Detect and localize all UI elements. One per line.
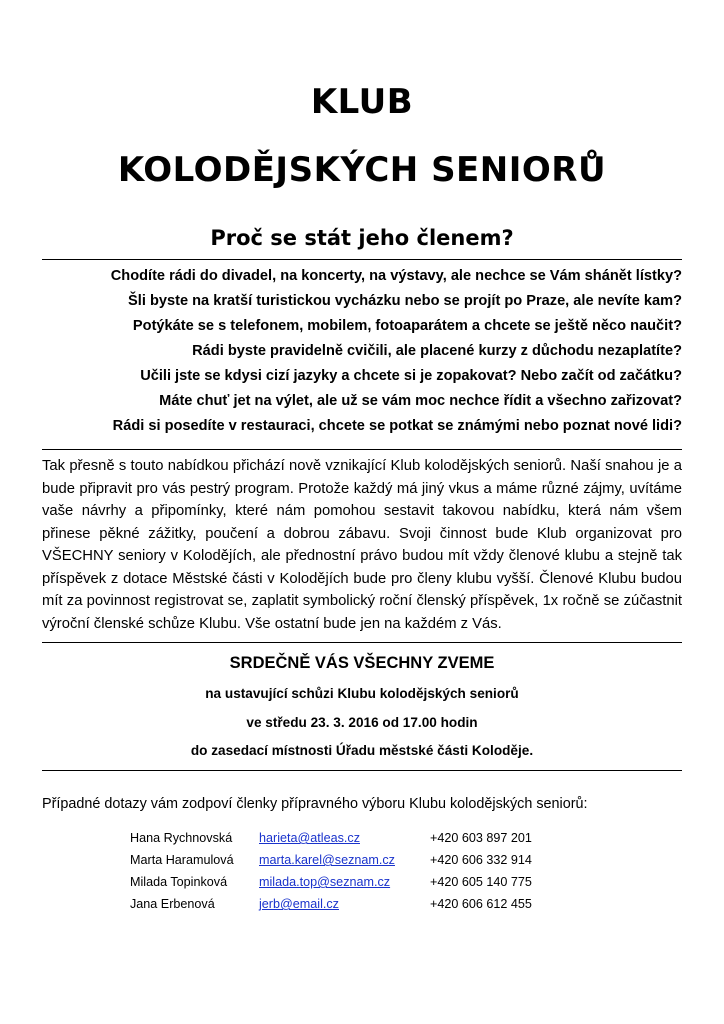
question-item: Potýkáte se s telefonem, mobilem, fotoaparátem a chcete se ještě něco naučit? (132, 318, 682, 334)
contact-email-link[interactable]: harieta@atleas.cz (259, 831, 360, 845)
contact-email-link[interactable]: marta.karel@seznam.cz (259, 853, 395, 867)
question-item: Máte chuť jet na výlet, ale už se vám moc nechce řídit a všechno zařizovat? (159, 393, 682, 409)
contact-email-link[interactable]: milada.top@seznam.cz (259, 875, 391, 889)
body-paragraph: Tak přesně s touto nabídkou přichází nově vznikající Klub kolodějských seniorů. Naší snahou je a bude připravit pro vás pestrý program. Protože každý má jiný vkus a máme různé zájmy, uvítáme vaše návrhy a připomínky, které nám pomohou sestavit takovou nabídku, která nám všem přinese pěkné zážitky, poučení a dobrou zábavu. Svoji činnost bude Klub organizovat pro VŠECHNY seniory v Kolodějích, ale přednostní právo budou mít vždy členové klubu a stejně tak příspěvek z dotace Městské části v Kolodějích bude pro členy klubu vyšší. Členové Klubu budou mít za povinnost registrovat se, zaplatit symbolický roční členský příspěvek, 1x ročně se zúčastnit výroční členské schůze Klubu. Vše ostatní bude jen na každém z Vás. (42, 458, 682, 632)
contact-row (130, 827, 630, 849)
subtitle: Proč se stát jeho členem? (210, 226, 514, 250)
contact-phone: +420 603 897 201 (430, 831, 532, 845)
contact-phone: +420 605 140 775 (430, 875, 532, 889)
contacts-table (130, 827, 630, 915)
question-item: Rádi si posedíte v restauraci, chcete se potkat se známými nebo poznat nové lidi? (112, 418, 682, 434)
divider (42, 259, 682, 260)
contact-name: Hana Rychnovská (130, 831, 233, 845)
contact-name: Milada Topinková (130, 875, 228, 889)
contact-row (130, 849, 630, 871)
question-list (42, 264, 682, 439)
divider (42, 770, 682, 771)
contact-email-link[interactable]: jerb@email.cz (259, 897, 339, 911)
invitation-line: na ustavující schůzi Klubu kolodějských seniorů (205, 686, 519, 701)
divider (42, 642, 682, 643)
invitation-date: ve středu 23. 3. 2016 od 17.00 hodin (246, 715, 478, 730)
contact-phone: +420 606 612 455 (430, 897, 532, 911)
question-item: Šli byste na kratší turistickou vycházku nebo se projít po Praze, ale nevíte kam? (128, 293, 682, 309)
title-line-1: KLUB (310, 82, 414, 122)
contact-phone: +420 606 332 914 (430, 853, 532, 867)
invitation-heading: SRDEČNĚ VÁS VŠECHNY ZVEME (229, 654, 495, 672)
question-item: Učili jste se kdysi cizí jazyky a chcete si je zopakovat? Nebo začít od začátku? (140, 368, 682, 384)
question-item: Chodíte rádi do divadel, na koncerty, na výstavy, ale nechce se Vám shánět lístky? (110, 268, 682, 284)
divider (42, 449, 682, 450)
question-item: Rádi byste pravidelně cvičili, ale placené kurzy z důchodu nezaplatíte? (192, 343, 682, 359)
contact-name: Marta Haramulová (130, 853, 234, 867)
contacts-intro: Případné dotazy vám zodpoví členky přípravného výboru Klubu kolodějských seniorů: (42, 796, 588, 812)
invitation-venue: do zasedací místnosti Úřadu městské části Koloděje. (190, 743, 534, 758)
contact-name: Jana Erbenová (130, 897, 215, 911)
contact-row (130, 871, 630, 893)
title-line-2: KOLODĚJSKÝCH SENIORŮ (117, 150, 607, 190)
contact-row (130, 893, 630, 915)
